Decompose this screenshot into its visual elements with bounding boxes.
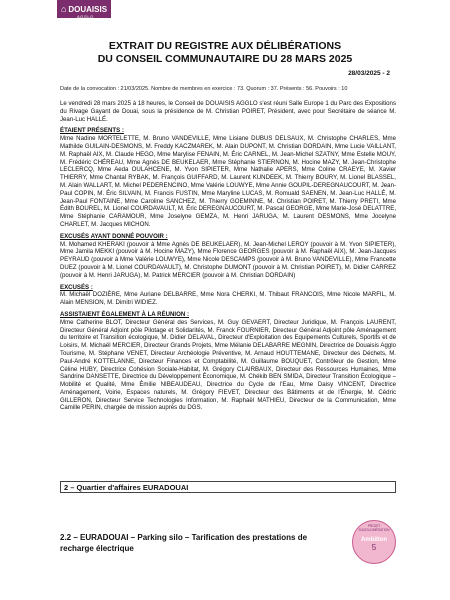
document-title [60,40,390,66]
badge-number: 5 [371,542,377,552]
subsection-title: 2.2 – EURADOUAI – Parking silo – Tarification des prestations de recharge électrique [60,533,308,553]
excused-list: M. Michaël DOZIÈRE, Mme Auriane DELBARRE, Mme Nora CHERKI, M. Thibaut FRANCOIS, Mme Nicole MARFIL, M. Alain MENSION, M. Dimitri WIDIEZ. [60,291,396,307]
title-line-1: EXTRAIT DU REGISTRE AUX DÉLIBÉRATIONS [108,40,342,52]
logo-sub: AGGLO [77,14,94,19]
present-list: Mme Nadine MORTELETTE, M. Bruno VANDEVILLE, Mme Lisiane DUBUS DELSAUX, M. Christophe CHARLES, Mme Mathilde GUILAIN-DESMONS, M. Freddy KACZMAREK, M. Alain DUPONT, M. Christian DORDAIN, Mme Lucie VAILLANT, M. Raphaël AIX, M. Claude HEGO, Mme Marylise FENAIN, M. Éric CARNEL, M. Jean-Michel SZATNY, Mme Estelle MOUY, M. Frédéric CHÉREAU, Mme Agnès DE BEUKELAER, Mme Stéphanie STIERNON, M. Hocine MAZY, M. Jean-Christophe LECLERCQ, Mme Aeda OULAHCENE, M. Yvon SIPIETER, Mme Nathalie APERS, Mme Coline CRAEYE, M. Xavier THIERRY, Mme Chantal RYBAK, M. François GUIFFARD, M. Laurent KUNDEEK, M. Thierry BOURY, M. Lionel BLASSEL, M. Alain WALLART, M. Michel PEDERENCINO, Mme Valérie LOUWYE, Mme Annie GOUPIL-DEREGNAUCOURT, M. Jean-Paul COPIN, M. Éric SILVAIN, M. Francis FUSTIN, Mme Maryline LUCAS, M. Romuald SAENEN, M. Jean-Luc HALLÉ, M. Jean-Paul FONTAINE, Mme Caroline SANCHEZ, M. Thierry GOEMINNE, M. Christian POIRET, M. Thierry PRETI, Mme Édith BOUREL, M. Lionel COURDAVAULT, M. Éric DEREGNAUCOURT, M. Pascal GEORGE, Mme Marie-José DELATTRE, Mme Stéphanie CARAMOUR, Mme Joselyne GEMZA, M. Henri JARUGA, M. Laurent DESMONS, Mme Jocelyne CHARLET, M. Jacques MICHON. [60,135,397,228]
logo-mark-icon: ⌂ [60,4,67,14]
douaisis-agglo-logo [57,0,111,18]
document-body [60,100,396,416]
excused-proxy-heading: EXCUSÉS AYANT DONNÉ POUVOIR : [60,232,168,240]
title-line-2: DU CONSEIL COMMUNAUTAIRE DU 28 MARS 2025 [97,53,353,65]
excused-heading: EXCUSÉS : [60,283,93,291]
logo-name: DOUAISIS [68,4,108,14]
intro-paragraph: Le vendredi 28 mars 2025 à 18 heures, le Conseil de DOUAISIS AGGLO s'est réuni Salle Europe 1 du Parc des Expositions du Rivage Gayant de Douai, sous la présidence de M. Christian POIRET, Président, avec pour Secrétaire de séance M. Jean-Luc HALLÉ. [60,100,396,123]
badge-label: Ambition [361,536,387,543]
assist-heading: ASSISTAIENT ÉGALEMENT À LA RÉUNION : [60,310,189,318]
deliberation-ref: 28/03/2025 - 2 [348,70,390,77]
badge-ring-text: PROJET D'AGGLOMÉRATION [358,524,390,532]
convocation-meta: Date de la convocation : 21/03/2025. Nombre de membres en exercice : 73. Quorum : 37. Présents : 56. Pouvoirs : 10 [60,86,348,92]
assist-list: Mme Catherine BLOT, Directeur Général des Services, M. Guy GEVAERT, Directeur Juridique, M. François LAURENT, Directeur Général Adjoint pôle Pilotage et Solidarités, M. Franck FOURNIER, Directeur Général Adjoint pôle Aménagement du territoire et Transition écologique, M. Didier DELAVAL, Directeur d'Exploitation des Equipements Culturels, Sportifs et de Loisirs, M. Michaël MERCIER, Directeur Grands Projets, Mme Mélanie DELABARRE MEGNIN, Directrice de Douaisis Agglo Tourisme, M. Stéphane VENET, Directeur Archéologie Préventive, M. Arnaud HOUTTEMANE, Directeur des Déchets, M. Paul-André KOTTELANNE, Directeur Finances et Comptabilité, M. Guillaume BOUQUET, Contrôleur de Gestion, Mme Céline HUBY, Directrice Cohésion Sociale-Habitat, M. Grégory CLAIRBAUX, Directeur des Ressources Humaines, Mme Sandrine DANSETTE, Directrice du Développement Économique, M. Chékib BEN SMIDA, Directeur Transition Écologique – Mobilité et Qualité, Mme Émilie NIBEAUDEAU, Directrice du Cycle de l'Eau, Mme Daisy VINCENT, Directrice Aménagement, Voirie, Espaces naturels, M. Grégory FIEVET, Directeur des Bâtiments et de l'Énergie, M. Cédric GILLERON, Directeur Service Technologies Information, M. Raphaël MATHIEU, Directeur de la Communication, Mme Camille PERIN, chargée de mission auprès du DGS. [60,318,396,412]
present-heading: ÉTAIENT PRÉSENTS : [60,127,124,135]
excused-proxy-list: M. Mohamed KHERAKI (pouvoir à Mme Agnès DE BEUKELAER), M. Jean-Michel LEROY (pouvoir à M. Yvon SIPIETER), Mme Jamila MEKKI (pouvoir à M. Hocine MAZY), Mme Florence GEORGES (pouvoir à M. Raphaël AIX), M. Jean-Jacques PEYRAUD (pouvoir à Mme Valérie LOUWYE), Mme Nicole DESCAMPS (pouvoir à M. Bruno VANDEVILLE), Mme Francette DUEZ (pouvoir à M. Lionel COURDAVAULT), M. Christophe DUMONT (pouvoir à M. Christian POIRET), M. Didier CARREZ (pouvoir à M. Henri JARUGA), M. Patrick MERCIER (pouvoir à M. Christian DORDAIN) [60,240,396,279]
section-heading: 2 – Quartier d'affaires EURADOUAI [60,481,396,493]
ambition-badge [352,520,396,564]
